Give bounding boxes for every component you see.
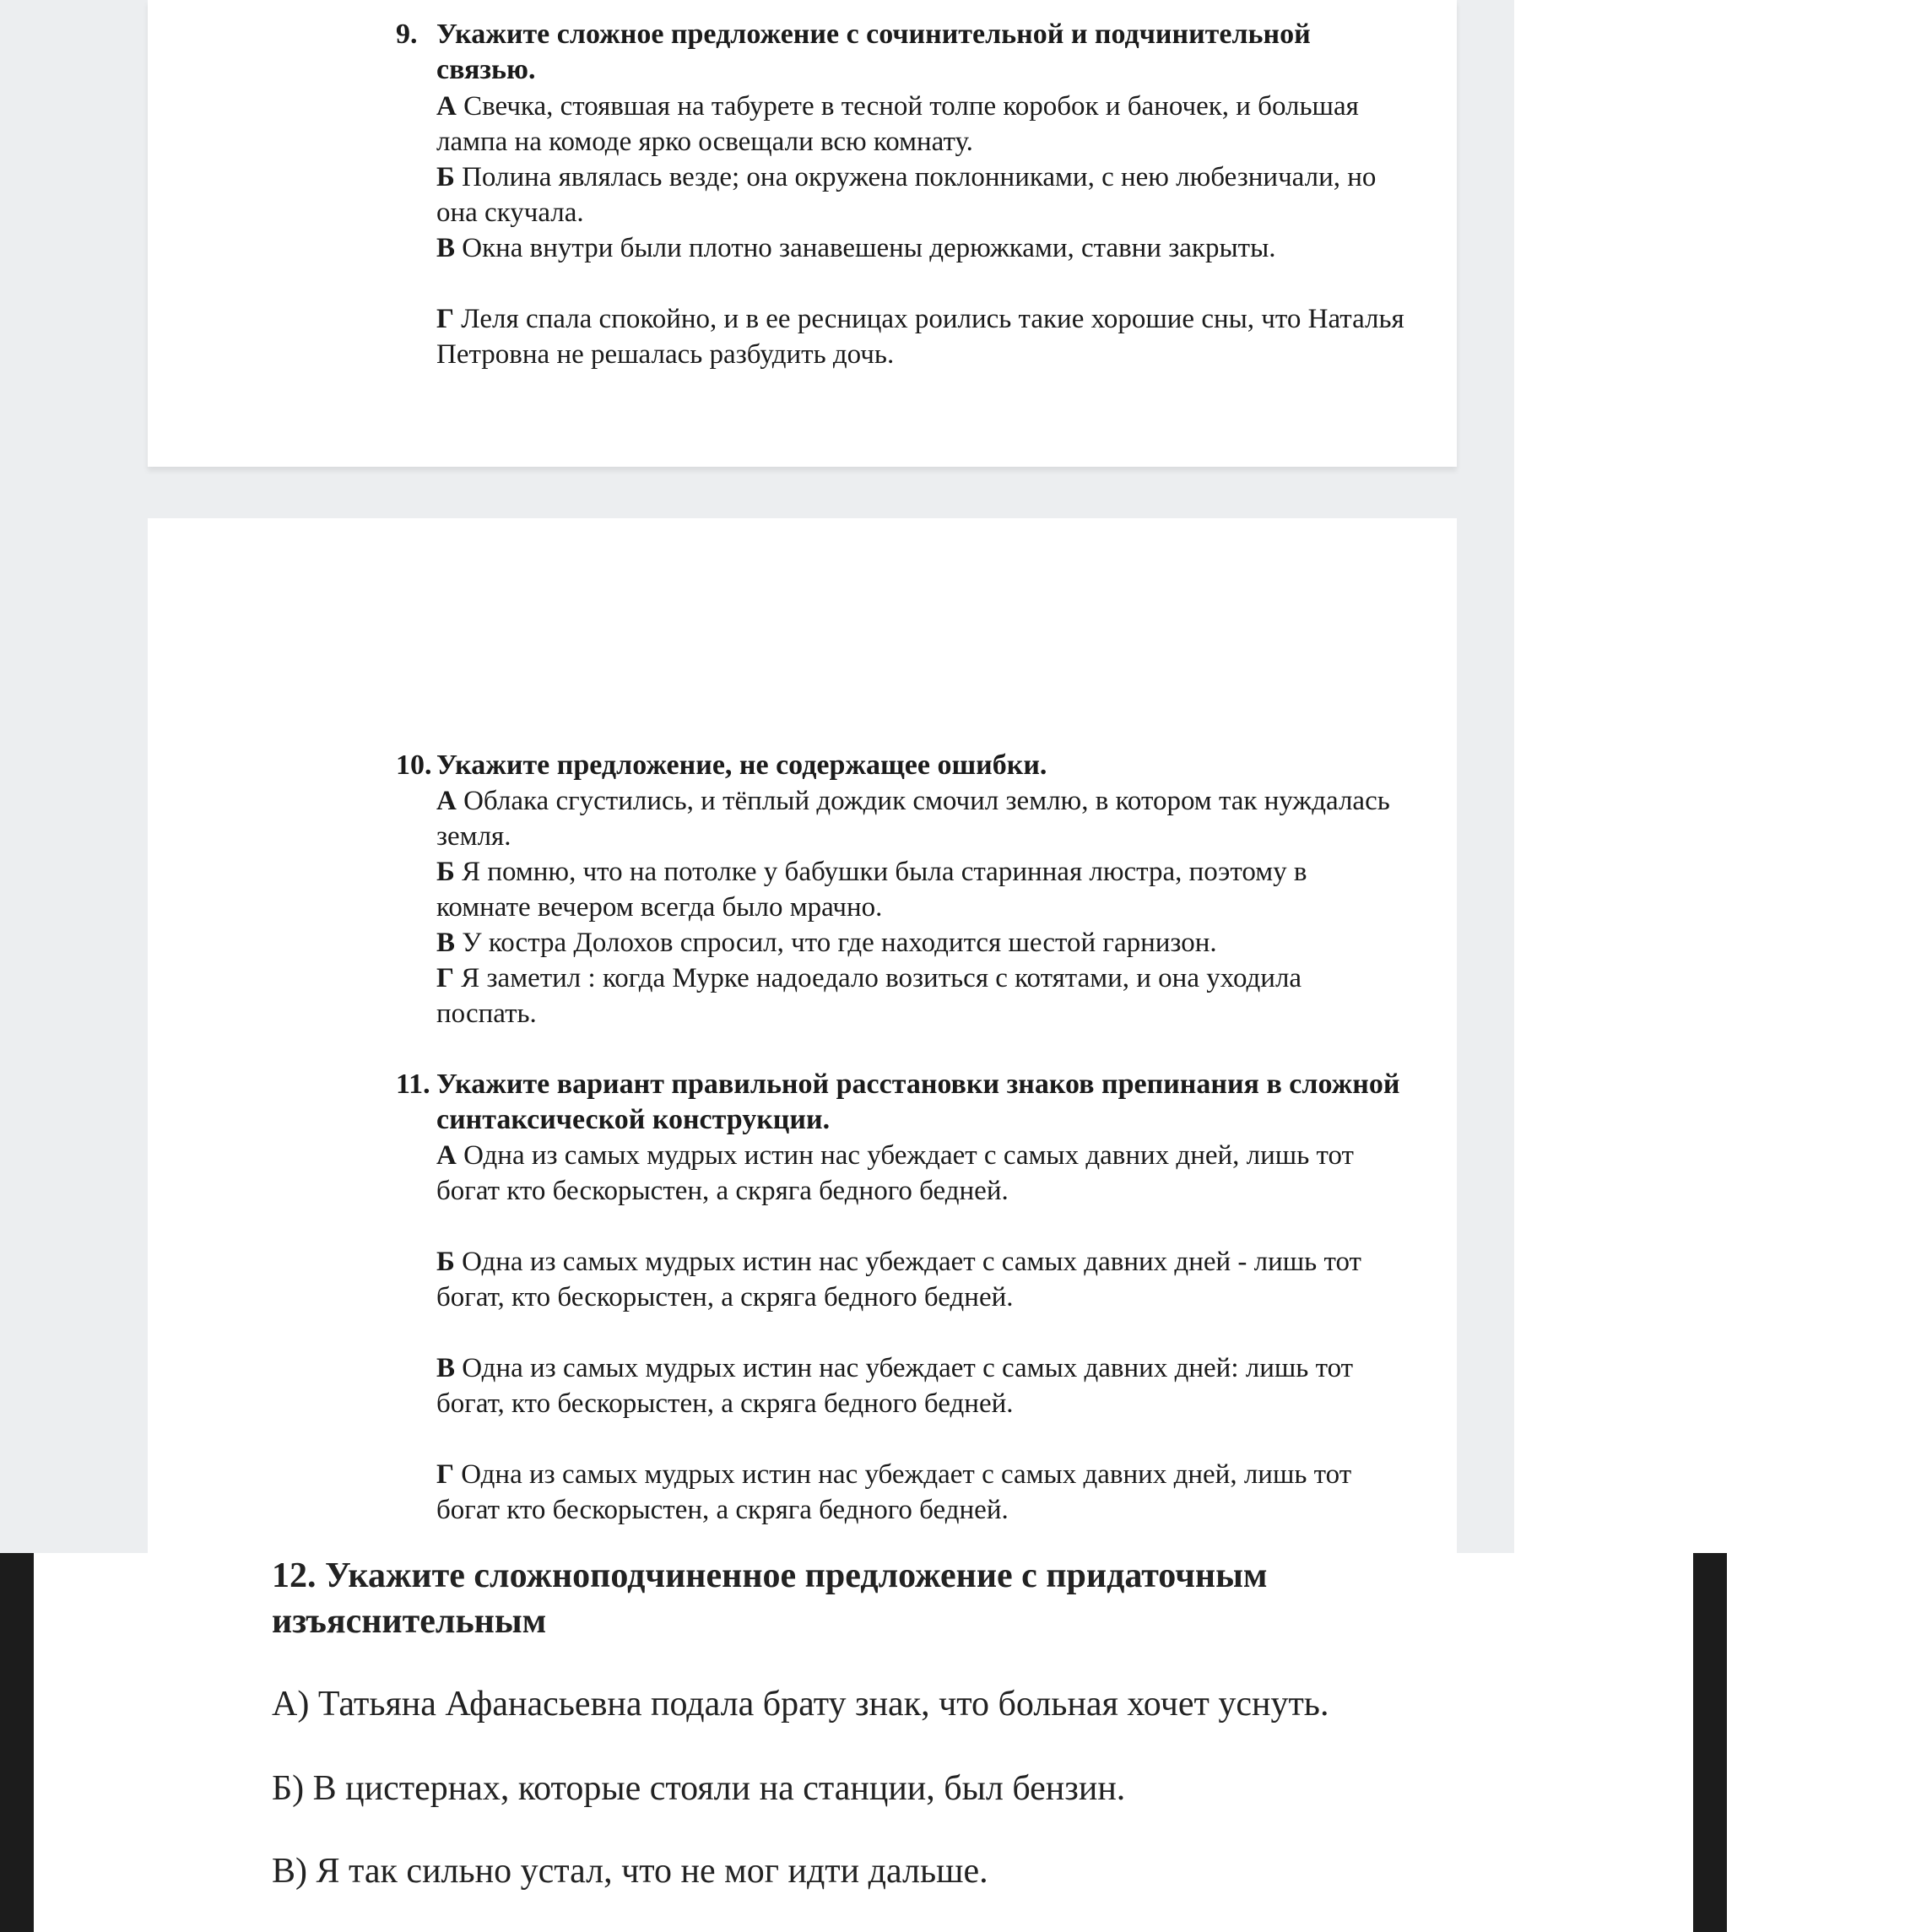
right-dark-border (1693, 1553, 1727, 1932)
question-9-heading (396, 17, 1407, 88)
question-11-option-v (436, 1350, 1407, 1421)
question-9-option-g (436, 301, 1407, 372)
option-letter: В (436, 1353, 456, 1383)
question-11-number: 11. (396, 1069, 430, 1100)
question-10-option-v (436, 925, 1407, 961)
option-letter: А (436, 1140, 457, 1171)
question-9-number: 9. (396, 19, 418, 50)
option-letter: В (436, 233, 456, 263)
question-10-option-g (436, 961, 1407, 1031)
question-9-text: Укажите сложное предложение с сочинительной и подчинительной связью. (436, 19, 1311, 85)
question-10-text: Укажите предложение, не содержащее ошибки. (436, 750, 1047, 781)
option-letter: А (436, 786, 457, 816)
left-dark-border (0, 1553, 34, 1932)
document-page-2 (148, 518, 1457, 1553)
option-text: Свечка, стоявшая на табурете в тесной толпе коробок и баночек, и большая лампа на комоде ярко освещали всю комнату. (436, 91, 1359, 157)
document-page-1 (148, 0, 1457, 467)
question-10-option-a (436, 783, 1407, 854)
question-11-text: Укажите вариант правильной расстановки знаков препинания в сложной синтаксической конструкции. (436, 1069, 1400, 1135)
option-text: Я помню, что на потолке у бабушки была старинная люстра, поэтому в комнате вечером всегда было мрачно. (436, 857, 1307, 923)
question-12-option-b: Б) В цистернах, которые стояли на станции, был бензин. (272, 1769, 1126, 1808)
option-text: Я заметил : когда Мурке надоедало возиться с котятами, и она уходила поспать. (436, 963, 1302, 1029)
option-text: Одна из самых мудрых истин нас убеждает с самых давних дней, лишь тот богат кто бескорыстен, а скряга бедного бедней. (436, 1140, 1354, 1206)
option-text: Одна из самых мудрых истин нас убеждает с самых давних дней: лишь тот богат, кто бескорыстен, а скряга бедного бедней. (436, 1353, 1354, 1419)
question-10-heading (396, 748, 1407, 783)
question-9-option-v (436, 230, 1407, 266)
question-12-option-a: А) Татьяна Афанасьевна подала брату знак, что больная хочет уснуть. (272, 1685, 1329, 1724)
question-11-option-g (436, 1457, 1407, 1528)
option-text: Полина являлась везде; она окружена поклонниками, с нею любезничали, но она скучала. (436, 162, 1377, 228)
question-12-option-v: В) Я так сильно устал, что не мог идти дальше. (272, 1852, 988, 1891)
option-text: Облака сгустились, и тёплый дождик смочил землю, в котором так нуждалась земля. (436, 786, 1390, 852)
option-letter: Б (436, 162, 455, 192)
option-letter: А (436, 91, 457, 122)
question-9-option-a (436, 89, 1407, 160)
question-12-heading: 12. Укажите сложноподчиненное предложение с придаточным изъяснительным (272, 1556, 1268, 1641)
option-text: Одна из самых мудрых истин нас убеждает с самых давних дней, лишь тот богат кто бескорыстен, а скряга бедного бедней. (436, 1459, 1352, 1525)
option-text: Леля спала спокойно, и в ее ресницах роились такие хорошие сны, что Наталья Петровна не решалась разбудить дочь. (436, 304, 1404, 370)
option-letter: Г (436, 1459, 454, 1490)
option-letter: Г (436, 963, 454, 993)
option-letter: Г (436, 304, 454, 334)
option-text: У костра Долохов спросил, что где находится шестой гарнизон. (462, 928, 1217, 958)
option-letter: Б (436, 857, 455, 887)
option-text: Окна внутри были плотно занавешены дерюжками, ставни закрыты. (462, 233, 1276, 263)
question-9-option-b (436, 160, 1407, 230)
question-10-option-b (436, 854, 1407, 925)
question-11-heading (396, 1067, 1407, 1138)
option-letter: В (436, 928, 456, 958)
question-11-option-a (436, 1138, 1407, 1209)
question-11-option-b (436, 1244, 1407, 1315)
option-text: Одна из самых мудрых истин нас убеждает с самых давних дней - лишь тот богат, кто бескорыстен, а скряга бедного бедней. (436, 1247, 1361, 1312)
option-letter: Б (436, 1247, 455, 1277)
question-10-number: 10. (396, 750, 432, 781)
